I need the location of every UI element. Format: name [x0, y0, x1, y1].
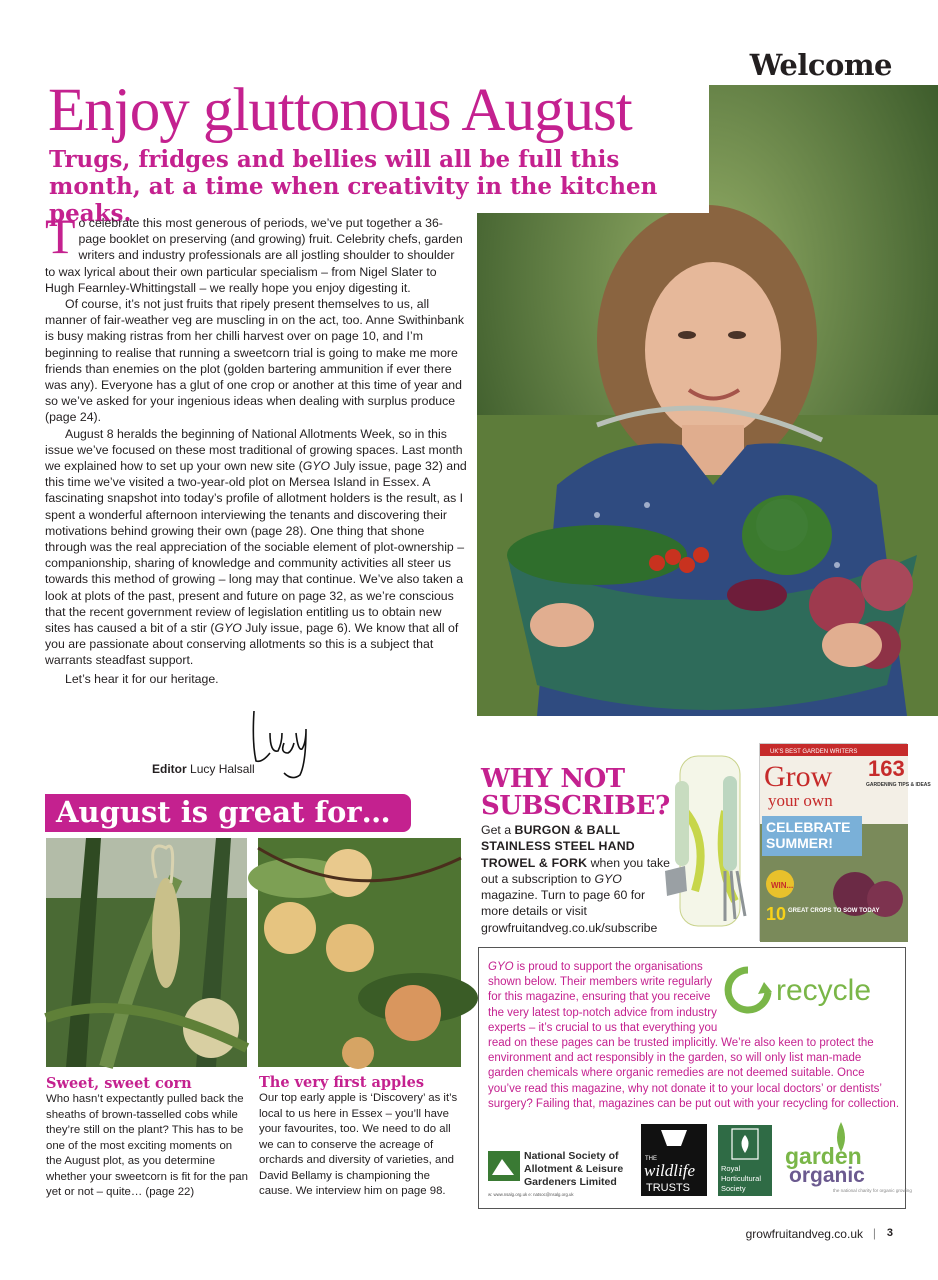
article-paragraph: [45, 208, 468, 296]
paragraph-text: o celebrate this most generous of periods, we’ve put together a 36-page booklet on preserving (and growing) fruit. Celebrity chefs, garden writers and industry professionals are all jostling shoulder to shoulder to wax lyrical about their own particular specialism – from Nigel Slater to Hugh Fearnley-Whittingstall – we really hope you enjoy digesting it.: [45, 216, 463, 295]
sweetcorn-caption-body: Who hasn’t expectantly pulled back the sheaths of brown-tasselled cobs while they’re still on the plant? This has to be one of the most exciting moments on the August plot, as you determine whether your sweetcorn is fit for the pan yet or not – quite… (page 22): [46, 1093, 248, 1198]
editor-label: Editor: [152, 762, 187, 776]
subscribe-product: BURGON & BALL STAINLESS STEEL HAND TROWEL & FORK: [481, 823, 635, 870]
trowel-and-fork-product-image: [655, 751, 760, 926]
wildlife-line-1: THE: [645, 1156, 657, 1162]
wildlife-line-2: wildlife: [644, 1161, 695, 1180]
cover-headline-1: CELEBRATE: [766, 819, 851, 835]
subscribe-link-text[interactable]: magazine. Turn to page 60 for more details or visit growfruitandveg.co.uk/subscribe: [481, 888, 658, 935]
wildlife-line-3: TRUSTS: [646, 1182, 690, 1194]
footer-url[interactable]: growfruitandveg.co.uk: [745, 1227, 863, 1241]
wildlife-trusts-logo: [641, 1124, 707, 1196]
section-label: Welcome: [749, 48, 892, 82]
cover-crops-label: GREAT CROPS TO SOW TODAY: [788, 908, 880, 914]
nsalg-line-1: National Society of: [524, 1150, 619, 1162]
magazine-name: GYO: [488, 961, 514, 973]
editor-name: Lucy Halsall: [190, 762, 255, 776]
standfirst: Trugs, fridges and bellies will all be full this month, at a time when creativity in the kitchen peaks.: [49, 146, 658, 227]
cover-count-label: GARDENING TIPS & IDEAS: [866, 782, 931, 788]
apples-caption-title: The very first apples: [259, 1074, 425, 1091]
subscribe-text: when you take out a subscription to: [481, 855, 670, 886]
apples-caption-body: Our top early apple is ‘Discovery’ as it’s local to us here in Essex – you’ll have your favourites, too. We need to do all we can to conserve the acreage of orchards and diversity of varieties, and David Bellamy is championing the cause. We interview him on page 98.: [259, 1092, 458, 1197]
subscribe-title: WHY NOT SUBSCRIBE?: [481, 764, 670, 821]
footer-separator: |: [872, 1226, 876, 1240]
rhs-line-1: Royal: [721, 1164, 741, 1173]
cover-crops-num: 10: [766, 904, 787, 924]
nsalg-logo: [486, 1143, 629, 1199]
article-body: [45, 208, 468, 669]
rhs-line-2: Horticultural: [721, 1174, 762, 1183]
nsalg-line-3: Gardeners Limited: [524, 1176, 617, 1188]
rhs-line-3: Society: [721, 1184, 746, 1193]
organic-line-1: garden: [785, 1143, 862, 1169]
recycle-logo: [720, 962, 890, 1018]
paragraph-text: July issue, page 32) and this time we’ve visited a two-year-old plot on Mersea Island in Essex. A fascinating snapshot into today’s profile of allotment holders is the result, as I spent a wonderful afternoon interviewing the tenants and discovering their motivations behind growing their own (page 28). One thing that shone through was the real appreciation of the sociable element of plot-ownership – companionship, sharing of knowledge and community activities all steer us towards this method of growing – long may that continue. We’ve also taken a look at plots of the past, present and future on page 32, as we’re conscious that the recent government review of legislation entitling us to obtain new sites has caused a bit of a stir (: [45, 459, 467, 636]
paragraph-text: July issue, page 6). We know that all of you are passionate about conserving allotments so this is a subject that warrants steadfast support.: [45, 621, 459, 668]
editor-credit: [152, 762, 255, 776]
recycle-word: recycle: [776, 974, 872, 1007]
subscribe-body: [481, 822, 671, 936]
article-paragraph: Of course, it’s not just fruits that ripely present themselves to us, all manner of fair-weather veg are muscling in on the act, too. Anne Swithinbank is busy making ristras from her chilli harvest over on page 10, and I’m beginning to realise that running a sweetcorn trial is going to make me more friends than enemies on the plot (golden bartering ammunition if ever there was any). Everyone has a glut of one crop or another at this time of year and so we’ve asked for your ingenious ideas when dealing with surplus produce (page 24).: [45, 297, 465, 425]
sweetcorn-photo: [46, 838, 247, 1067]
garden-organic-logo: [783, 1118, 912, 1198]
cover-win: WIN...: [771, 881, 794, 890]
page-number: 3: [886, 1227, 893, 1239]
cover-count: 163: [868, 756, 905, 781]
organic-tagline: the national charity for organic growing: [833, 1188, 912, 1193]
signoff: Let’s hear it for our heritage.: [65, 672, 219, 686]
cover-strap: UK'S BEST GARDEN WRITERS: [770, 749, 858, 755]
magazine-name: GYO: [302, 459, 331, 474]
article-paragraph: [45, 426, 468, 669]
magazine-name: GYO: [594, 871, 622, 886]
magazine-cover: [759, 743, 931, 941]
nsalg-web: w: www.nsalg.org.uk e: natsoc@nsalg.org.uk: [488, 1192, 574, 1197]
sweetcorn-caption-title: Sweet, sweet corn: [46, 1075, 192, 1092]
cover-masthead-top: Grow: [764, 760, 833, 793]
rhs-logo: [718, 1125, 772, 1196]
headline: Enjoy gluttonous August: [48, 77, 632, 144]
organic-line-2: organic: [789, 1164, 865, 1187]
cover-headline-2: SUMMER!: [766, 835, 833, 851]
magazine-name: GYO: [214, 621, 242, 636]
subscribe-text: Get a: [481, 823, 515, 837]
apples-photo: [258, 838, 461, 1067]
nsalg-line-2: Allotment & Leisure: [524, 1163, 624, 1175]
cover-masthead-bottom: your own: [768, 791, 833, 810]
paragraph-text: August 8 heralds the beginning of National Allotments Week, so in this issue we’ve focused on these most traditional of growing spaces. Last month we explained how to set up your own new site (: [45, 426, 463, 474]
drop-cap: T: [45, 208, 76, 264]
august-banner-title: August is great for…: [56, 795, 391, 829]
support-body: is proud to support the organisations shown below. Their members write regularly for this magazine, ensuring that you receive the very latest top-notch advice from industry experts – it’s crucial to us that everything you read on these pages can be trusted implicitly. We’re also keen to protect the environment and act responsibly in the garden, so will only list man-made garden chemicals where organic remedies are not deemed suitable. Once you’ve read this magazine, why not donate it to your local doctors’ or dentists’ surgery? Failing that, magazines can be put out with your recycling for collection.: [488, 961, 900, 1110]
